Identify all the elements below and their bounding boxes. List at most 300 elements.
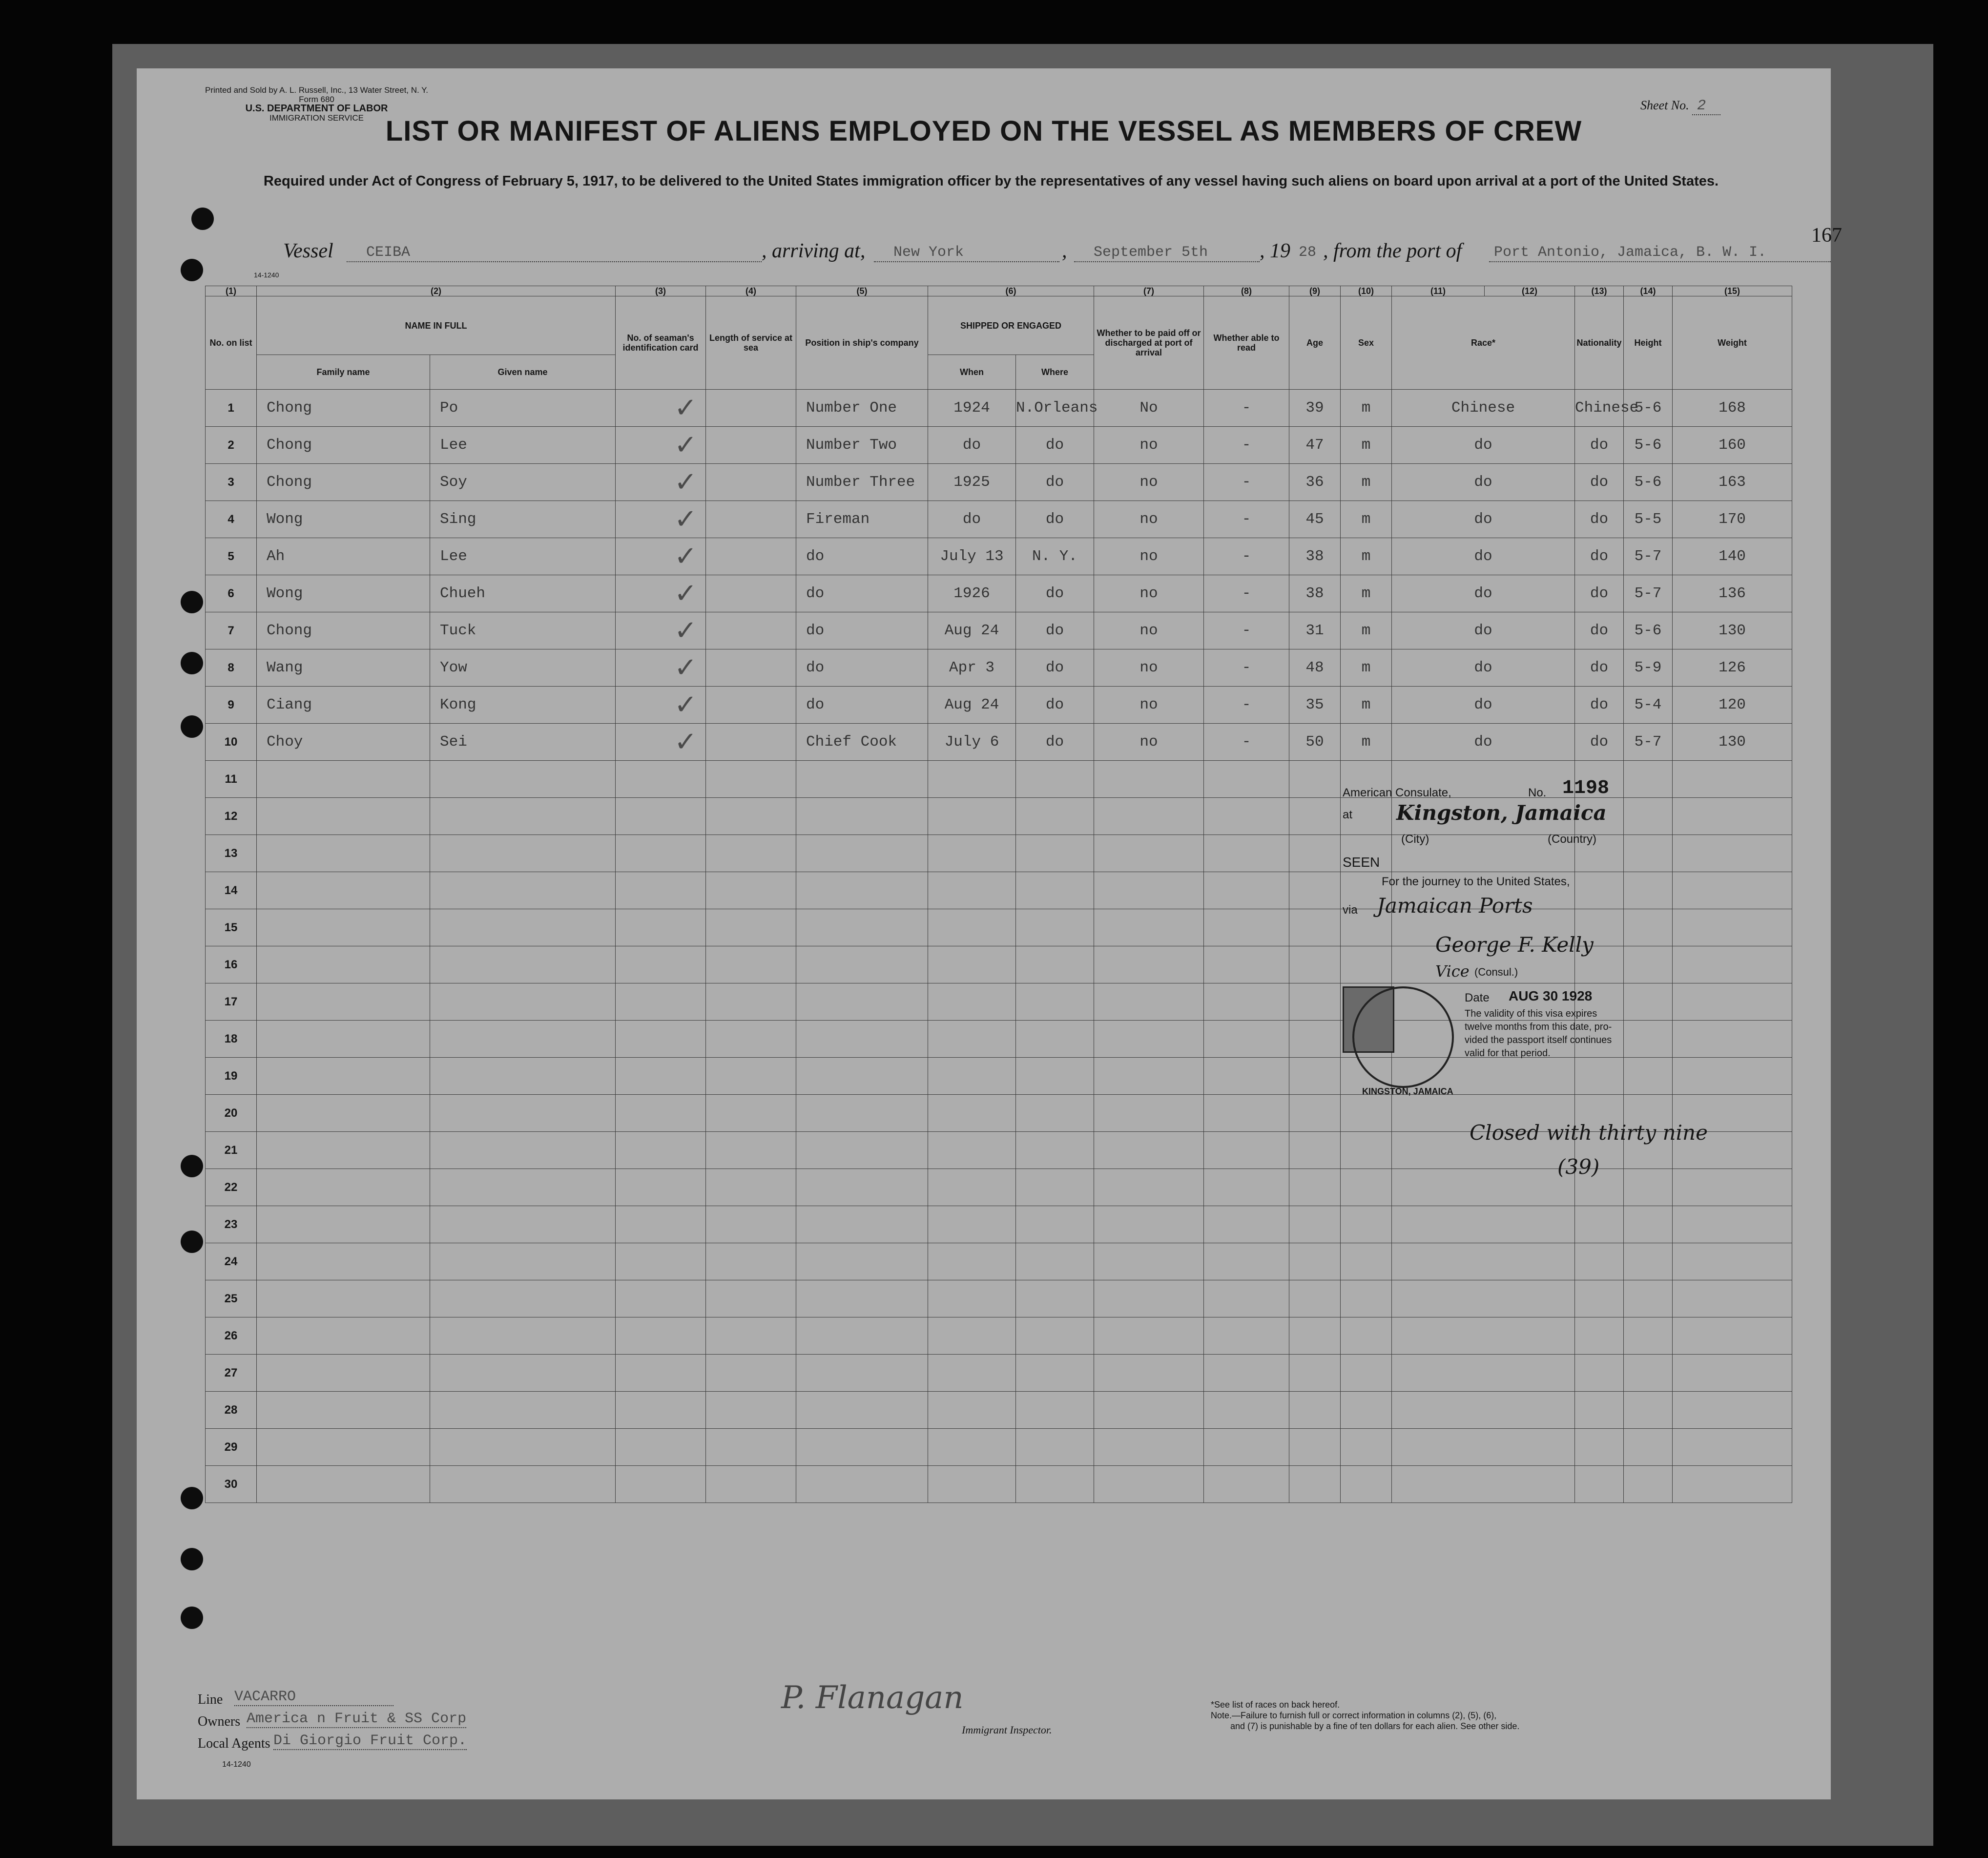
table-row — [206, 464, 1792, 501]
shipped-where — [1016, 872, 1094, 909]
family-name: Wong — [257, 501, 430, 538]
paid-off — [1094, 1132, 1204, 1169]
height: 5-6 — [1624, 390, 1673, 427]
sex: m — [1341, 501, 1392, 538]
form-number: Form 680 — [299, 95, 334, 104]
length-of-service — [706, 1058, 796, 1095]
position — [796, 872, 928, 909]
owners-value: America n Fruit & SS Corp — [247, 1711, 467, 1727]
able-to-read — [1204, 872, 1289, 909]
shipped-where: do — [1016, 724, 1094, 761]
able-to-read — [1204, 1355, 1289, 1392]
paid-off — [1094, 1429, 1204, 1466]
weight: 130 — [1673, 612, 1792, 649]
sheet-value: 2 — [1692, 98, 1720, 115]
at-label: at — [1343, 808, 1353, 821]
binder-hole — [181, 259, 203, 281]
position — [796, 946, 928, 983]
shipped-when — [928, 1355, 1016, 1392]
row-number: 4 — [206, 501, 257, 538]
sex — [1341, 1355, 1392, 1392]
shipped-when — [928, 761, 1016, 798]
arriving-underline — [874, 261, 1059, 262]
given-name — [430, 835, 616, 872]
weight: 120 — [1673, 687, 1792, 724]
col-num-15: (15) — [1673, 286, 1792, 296]
sheet-number — [1640, 98, 1720, 114]
table-row — [206, 1355, 1792, 1392]
length-of-service — [706, 390, 796, 427]
shipped-where — [1016, 835, 1094, 872]
shipped-when: Aug 24 — [928, 612, 1016, 649]
row-number: 21 — [206, 1132, 257, 1169]
consulate-label: American Consulate, — [1343, 786, 1451, 799]
shipped-when — [928, 1206, 1016, 1243]
shipped-when — [928, 798, 1016, 835]
length-of-service — [706, 761, 796, 798]
validity-text-4: valid for that period. — [1465, 1048, 1551, 1059]
age — [1289, 1355, 1341, 1392]
year-label: , 19 — [1260, 240, 1290, 262]
family-name — [257, 909, 430, 946]
race: do — [1392, 538, 1575, 575]
seen-label: SEEN — [1343, 855, 1380, 870]
date-underline — [1074, 261, 1260, 262]
seal-icon — [1352, 986, 1454, 1088]
given-name — [430, 1392, 616, 1429]
length-of-service — [706, 501, 796, 538]
length-of-service — [706, 1355, 796, 1392]
header-when: When — [928, 355, 1016, 390]
family-name — [257, 946, 430, 983]
col-num-12: (12) — [1485, 286, 1575, 296]
table-row — [206, 1243, 1792, 1280]
sex — [1341, 1243, 1392, 1280]
length-of-service — [706, 612, 796, 649]
seaman-card-check — [616, 909, 706, 946]
paid-off — [1094, 1280, 1204, 1317]
race — [1392, 1355, 1575, 1392]
position — [796, 1095, 928, 1132]
position — [796, 1280, 928, 1317]
paid-off — [1094, 1021, 1204, 1058]
shipped-when — [928, 872, 1016, 909]
binder-hole — [181, 591, 203, 613]
header-seaman-card: No. of seaman's identification card — [616, 296, 706, 390]
length-of-service — [706, 1206, 796, 1243]
given-name: Yow — [430, 649, 616, 687]
country-label: (Country) — [1548, 833, 1597, 846]
shipped-where: do — [1016, 687, 1094, 724]
paid-off: no — [1094, 649, 1204, 687]
able-to-read — [1204, 798, 1289, 835]
inspector-label: Immigrant Inspector. — [962, 1724, 1052, 1736]
given-name — [430, 1058, 616, 1095]
header-shipped-engaged: SHIPPED OR ENGAGED — [928, 296, 1094, 355]
family-name — [257, 1280, 430, 1317]
col-num-5: (5) — [796, 286, 928, 296]
visa-number: 1198 — [1562, 777, 1610, 799]
shipped-when — [928, 1169, 1016, 1206]
family-name — [257, 1466, 430, 1503]
seaman-card-check: ✓ — [616, 390, 706, 427]
seaman-card-check: ✓ — [616, 724, 706, 761]
row-number: 19 — [206, 1058, 257, 1095]
shipped-where — [1016, 1317, 1094, 1355]
family-name: Ah — [257, 538, 430, 575]
age — [1289, 1429, 1341, 1466]
via-label: via — [1343, 903, 1358, 917]
port-underline — [1489, 261, 1831, 262]
weight: 130 — [1673, 724, 1792, 761]
agents-value: Di Giorgio Fruit Corp. — [273, 1733, 467, 1749]
length-of-service — [706, 1095, 796, 1132]
closed-note: Closed with thirty nine — [1470, 1121, 1708, 1145]
table-row — [206, 1280, 1792, 1317]
sex: m — [1341, 612, 1392, 649]
able-to-read: - — [1204, 612, 1289, 649]
printer-line: Printed and Sold by A. L. Russell, Inc., 13 Water Street, N. Y. — [205, 85, 429, 95]
able-to-read — [1204, 1392, 1289, 1429]
from-port: Port Antonio, Jamaica, B. W. I. — [1494, 244, 1767, 261]
shipped-where — [1016, 761, 1094, 798]
row-number: 20 — [206, 1095, 257, 1132]
service: IMMIGRATION SERVICE — [269, 113, 364, 123]
age — [1289, 1095, 1341, 1132]
position: do — [796, 575, 928, 612]
weight: 140 — [1673, 538, 1792, 575]
row-number: 14 — [206, 872, 257, 909]
able-to-read — [1204, 1429, 1289, 1466]
position — [796, 1058, 928, 1095]
row-number: 23 — [206, 1206, 257, 1243]
family-name — [257, 798, 430, 835]
position: Number Two — [796, 427, 928, 464]
length-of-service — [706, 427, 796, 464]
given-name — [430, 983, 616, 1021]
table-row — [206, 390, 1792, 427]
row-number: 8 — [206, 649, 257, 687]
sex: m — [1341, 538, 1392, 575]
page-title: LIST OR MANIFEST OF ALIENS EMPLOYED ON THE VESSEL AS MEMBERS OF CREW — [385, 115, 1582, 147]
table-row — [206, 724, 1792, 761]
col-num-7: (7) — [1094, 286, 1204, 296]
shipped-when — [928, 946, 1016, 983]
shipped-when: July 6 — [928, 724, 1016, 761]
race — [1392, 1280, 1575, 1317]
shipped-when — [928, 1095, 1016, 1132]
age: 45 — [1289, 501, 1341, 538]
shipped-when — [928, 1429, 1016, 1466]
shipped-when: 1925 — [928, 464, 1016, 501]
given-name: Chueh — [430, 575, 616, 612]
col-num-1: (1) — [206, 286, 257, 296]
given-name — [430, 761, 616, 798]
sex — [1341, 1317, 1392, 1355]
position: do — [796, 687, 928, 724]
shipped-where — [1016, 798, 1094, 835]
col-num-6: (6) — [928, 286, 1094, 296]
shipped-when — [928, 909, 1016, 946]
seaman-card-check: ✓ — [616, 575, 706, 612]
given-name — [430, 798, 616, 835]
family-name: Ciang — [257, 687, 430, 724]
length-of-service — [706, 1466, 796, 1503]
race: do — [1392, 649, 1575, 687]
table-row — [206, 427, 1792, 464]
length-of-service — [706, 538, 796, 575]
row-number: 16 — [206, 946, 257, 983]
given-name: Tuck — [430, 612, 616, 649]
height: 5-4 — [1624, 687, 1673, 724]
shipped-where: do — [1016, 612, 1094, 649]
sex — [1341, 1392, 1392, 1429]
age — [1289, 1317, 1341, 1355]
sex: m — [1341, 724, 1392, 761]
footnote-races: *See list of races on back hereof. — [1211, 1700, 1340, 1710]
binder-hole — [181, 1231, 203, 1253]
shipped-when — [928, 1021, 1016, 1058]
given-name — [430, 1243, 616, 1280]
seaman-card-check — [616, 1317, 706, 1355]
row-number: 24 — [206, 1243, 257, 1280]
given-name — [430, 1095, 616, 1132]
row-number: 17 — [206, 983, 257, 1021]
seaman-card-check — [616, 1280, 706, 1317]
length-of-service — [706, 798, 796, 835]
paid-off — [1094, 872, 1204, 909]
sex — [1341, 1280, 1392, 1317]
sex: m — [1341, 390, 1392, 427]
nationality — [1575, 1392, 1624, 1429]
age — [1289, 946, 1341, 983]
position: do — [796, 538, 928, 575]
able-to-read — [1204, 1317, 1289, 1355]
paid-off — [1094, 835, 1204, 872]
header-nationality: Nationality — [1575, 296, 1624, 390]
age — [1289, 1466, 1341, 1503]
page-subtitle: Required under Act of Congress of February 5, 1917, to be delivered to the United States immigration officer by the representatives of any vessel having such aliens on board upon arrival at a port of the United States. — [263, 173, 1719, 189]
paid-off — [1094, 798, 1204, 835]
header-race: Race* — [1392, 296, 1575, 390]
manifest-page: Printed and Sold by A. L. Russell, Inc., 13 Water Street, N. Y. Form 680 U.S. DEPARTMENT OF LABOR IMMIGRATION SERVICE Sheet No. 2 LIST OR MANIFEST OF ALIENS EMPLOYED ON THE VESSEL AS MEMBERS OF CREW Required under Act of Congress of February 5, 1917, to be delivered to the United States immigration officer by the representatives of any vessel having such aliens on board upon arrival at a port of the United States. 167 14-1240 Vessel CEIBA , arriving at, New York , September 5th , 19 28 , from the port of Port Antonio, Jamaica, B. W. I. (1) (2) (3) (4) (5) (6) (7) (8) (9) (10) (11) (12) (13) (14) (15) No. on list NAME IN FULL No. of seaman's identification card Length of service at sea Position in ship's company SHIPPED OR ENGAGED Whether to be paid off or discharged at port of arrival Whether able to read Age Sex Race* Nationality Height Weight Family name Given name When Where 1 Chong Po ✓ Number One 1924 N.Orleans No - 39 m Chinese Chinese 5-6 168 2 Chong Lee ✓ Number Two do do no - 47 m do do 5-6 160 3 Chong Soy ✓ Number Three 1925 do no - 36 m do do 5-6 163 4 Wong Sing ✓ Fireman do do no - 45 m do do 5-5 170 5 Ah Lee ✓ do July 13 N. Y. no - 38 m do do 5-7 140 6 Wong Chueh ✓ do 1926 do no - 38 m do do 5-7 136 7 Chong Tuck ✓ do Aug 24 do no - 31 m do do 5-6 130 8 Wang Yow ✓ do Apr 3 do no - 48 m do do 5-9 126 9 Ciang Kong ✓ do Aug 24 do no - 35 m do do 5-4 120 10 Choy Sei ✓ Chief Cook July 6 do no - 50 m do do 5-7 130 11 12 13 14 15 16 17 18 19 20 21 22 23 24 25 26 27 28 29 30 American Consulate, No. 1198 at Kingston, Jamaica (City) (Country) SEEN For the journey to the United States, via Jamaican Ports George F. Kelly Vice (Consul.) Date AUG 30 1928 The validity of this visa expires twelve months from this date, pro- vided the passport itself continues valid for that period. KINGSTON, JAMAICA Closed with thirty nine (39) Line VACARRO Owners America n Fruit & SS Corp Local Agents Di Giorgio Fruit Corp. 14-1240 P. Flanagan Immigrant Inspector. *See list of races on back hereof. Note.—Failure to furnish full or correct information in columns (2), (5), (6), and (7) is punishable by a fine of ten dollars for each alien. See other side. — [137, 68, 1831, 1799]
height — [1624, 1280, 1673, 1317]
shipped-when: 1924 — [928, 390, 1016, 427]
nationality: do — [1575, 724, 1624, 761]
col-num-8: (8) — [1204, 286, 1289, 296]
header-age: Age — [1289, 296, 1341, 390]
col-num-3: (3) — [616, 286, 706, 296]
footnote-penalty-2: and (7) is punishable by a fine of ten dollars for each alien. See other side. — [1230, 1721, 1520, 1731]
able-to-read: - — [1204, 427, 1289, 464]
position — [796, 1355, 928, 1392]
given-name: Lee — [430, 427, 616, 464]
line-label: Line — [198, 1692, 223, 1707]
binder-hole — [181, 652, 203, 674]
race: do — [1392, 501, 1575, 538]
height: 5-9 — [1624, 649, 1673, 687]
weight — [1673, 1355, 1792, 1392]
height: 5-7 — [1624, 724, 1673, 761]
seaman-card-check — [616, 1132, 706, 1169]
weight: 163 — [1673, 464, 1792, 501]
vessel-underline — [347, 261, 762, 262]
header-able-read: Whether able to read — [1204, 296, 1289, 390]
nationality — [1575, 1317, 1624, 1355]
able-to-read: - — [1204, 724, 1289, 761]
paid-off — [1094, 983, 1204, 1021]
length-of-service — [706, 1021, 796, 1058]
given-name — [430, 909, 616, 946]
arrival-year: 28 — [1299, 244, 1317, 261]
position — [796, 1466, 928, 1503]
city-country: Kingston, Jamaica — [1396, 801, 1607, 825]
table-row — [206, 538, 1792, 575]
row-number: 11 — [206, 761, 257, 798]
race: Chinese — [1392, 390, 1575, 427]
shipped-where: do — [1016, 464, 1094, 501]
family-name — [257, 1392, 430, 1429]
length-of-service — [706, 872, 796, 909]
row-number: 15 — [206, 909, 257, 946]
age: 47 — [1289, 427, 1341, 464]
family-name — [257, 1243, 430, 1280]
weight: 170 — [1673, 501, 1792, 538]
age: 36 — [1289, 464, 1341, 501]
age — [1289, 1021, 1341, 1058]
shipped-where — [1016, 1206, 1094, 1243]
table-row — [206, 612, 1792, 649]
table-row — [206, 1317, 1792, 1355]
race: do — [1392, 612, 1575, 649]
family-name — [257, 1169, 430, 1206]
race: do — [1392, 575, 1575, 612]
sheet-label: Sheet No. — [1640, 98, 1689, 112]
shipped-where — [1016, 1243, 1094, 1280]
header-height: Height — [1624, 296, 1673, 390]
able-to-read: - — [1204, 575, 1289, 612]
given-name — [430, 1132, 616, 1169]
visa-date: AUG 30 1928 — [1509, 988, 1593, 1003]
header-no-on-list: No. on list — [206, 296, 257, 390]
seaman-card-check — [616, 835, 706, 872]
shipped-when — [928, 835, 1016, 872]
race: do — [1392, 464, 1575, 501]
given-name — [430, 1429, 616, 1466]
inspector-signature: P. Flanagan — [781, 1680, 964, 1716]
footnote-penalty-1: Note.—Failure to furnish full or correct information in columns (2), (5), (6), — [1211, 1711, 1497, 1720]
length-of-service — [706, 1132, 796, 1169]
sex: m — [1341, 575, 1392, 612]
col-num-11: (11) — [1392, 286, 1485, 296]
header-length-service: Length of service at sea — [706, 296, 796, 390]
binder-hole — [191, 208, 214, 230]
race — [1392, 1429, 1575, 1466]
validity-text-2: twelve months from this date, pro- — [1465, 1022, 1612, 1032]
shipped-where — [1016, 1058, 1094, 1095]
age: 38 — [1289, 575, 1341, 612]
height: 5-7 — [1624, 575, 1673, 612]
weight — [1673, 1392, 1792, 1429]
via-value: Jamaican Ports — [1377, 894, 1533, 918]
seaman-card-check — [616, 1058, 706, 1095]
nationality: do — [1575, 464, 1624, 501]
given-name — [430, 1355, 616, 1392]
nationality — [1575, 1243, 1624, 1280]
position — [796, 1132, 928, 1169]
able-to-read: - — [1204, 649, 1289, 687]
able-to-read — [1204, 1169, 1289, 1206]
seaman-card-check: ✓ — [616, 538, 706, 575]
age — [1289, 1392, 1341, 1429]
position: Fireman — [796, 501, 928, 538]
weight: 160 — [1673, 427, 1792, 464]
family-name — [257, 1429, 430, 1466]
table-row — [206, 575, 1792, 612]
able-to-read — [1204, 1466, 1289, 1503]
header-weight: Weight — [1673, 296, 1792, 390]
able-to-read — [1204, 1132, 1289, 1169]
family-name — [257, 1132, 430, 1169]
nationality — [1575, 1280, 1624, 1317]
race: do — [1392, 427, 1575, 464]
age — [1289, 1132, 1341, 1169]
table-row — [206, 1392, 1792, 1429]
arriving-label: , arriving at, — [762, 240, 866, 262]
able-to-read — [1204, 835, 1289, 872]
able-to-read — [1204, 946, 1289, 983]
position — [796, 909, 928, 946]
given-name: Soy — [430, 464, 616, 501]
seaman-card-check — [616, 1355, 706, 1392]
shipped-when — [928, 1392, 1016, 1429]
shipped-when: do — [928, 427, 1016, 464]
length-of-service — [706, 835, 796, 872]
seaman-card-check — [616, 1429, 706, 1466]
paid-off: No — [1094, 390, 1204, 427]
position: Number One — [796, 390, 928, 427]
seaman-card-check — [616, 1021, 706, 1058]
seaman-card-check: ✓ — [616, 427, 706, 464]
row-number: 13 — [206, 835, 257, 872]
shipped-where — [1016, 1095, 1094, 1132]
shipped-when: do — [928, 501, 1016, 538]
form-code: 14-1240 — [254, 271, 279, 279]
seaman-card-check: ✓ — [616, 687, 706, 724]
paid-off: no — [1094, 724, 1204, 761]
race — [1392, 1317, 1575, 1355]
age — [1289, 1058, 1341, 1095]
nationality: do — [1575, 687, 1624, 724]
height — [1624, 1243, 1673, 1280]
row-number: 10 — [206, 724, 257, 761]
nationality — [1575, 1466, 1624, 1503]
paid-off — [1094, 1317, 1204, 1355]
row-number: 7 — [206, 612, 257, 649]
given-name: Sei — [430, 724, 616, 761]
family-name — [257, 1095, 430, 1132]
age — [1289, 1169, 1341, 1206]
column-number-row — [206, 286, 1792, 296]
length-of-service — [706, 687, 796, 724]
able-to-read — [1204, 983, 1289, 1021]
family-name: Wang — [257, 649, 430, 687]
position — [796, 1021, 928, 1058]
age — [1289, 983, 1341, 1021]
shipped-when — [928, 1132, 1016, 1169]
agents-label: Local Agents — [198, 1736, 270, 1751]
table-row — [206, 649, 1792, 687]
